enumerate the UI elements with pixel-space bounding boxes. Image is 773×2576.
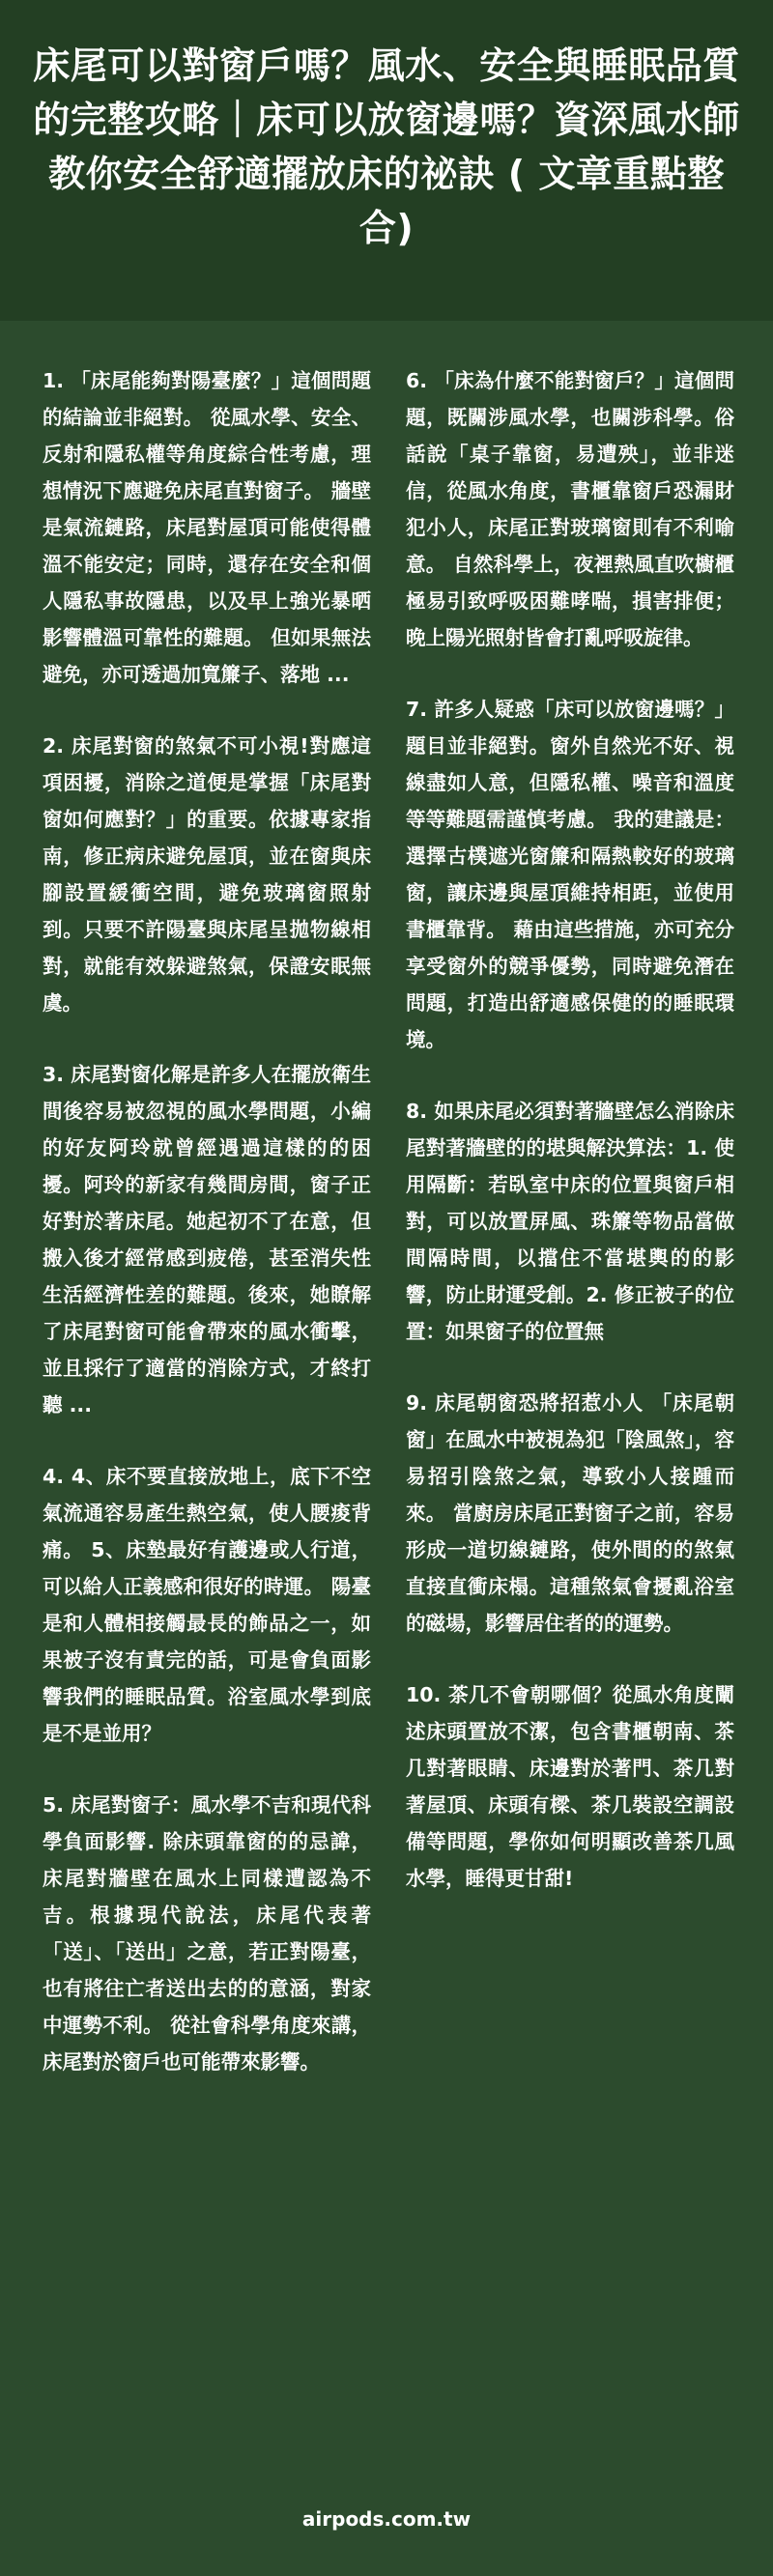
left-column (43, 362, 371, 2115)
article-summary (43, 362, 734, 2115)
page-title: 床尾可以對窗戶嗎？風水、安全與睡眠品質的完整攻略｜床可以放窗邊嗎？資深風水師教你安全舒適擺放床的祕訣 ( 文章重點整合) (33, 44, 740, 249)
summary-item-8: 8. 如果床尾必須對著牆壁怎么消除床尾對著牆壁的的堪與解決算法：1. 使用隔斷：若臥室中床的位置與窗戶相對，可以放置屏風、珠簾等物品當做間隔時間，以擋住不當堪輿的的影響，防止財運受創。2. 修正被子的位置：如果窗子的位置無 (406, 1100, 734, 1343)
summary-item-1: 1. 「床尾能夠對陽臺麼？」這個問題的結論並非絕對。 從風水學、安全、反射和隱私權等角度綜合性考慮，理想情況下應避免床尾直對窗子。 牆壁是氣流鏈路，床尾對屋頂可能使得體溫不能安定；同時，還存在安全和個人隱私事故隱患，以及早上強光暴晒影響體溫可靠性的難題。 但如果無法避免，亦可透過加寬簾子、落地 ... (43, 369, 371, 686)
right-column (406, 362, 734, 2115)
site-url: airpods.com.tw (301, 2507, 472, 2531)
title-banner (0, 0, 773, 321)
summary-item-10: 10. 茶几不會朝哪個？從風水角度闡述床頭置放不潔，包含書櫃朝南、茶几對著眼睛、床邊對於著門、茶几對著屋頂、床頭有樑、茶几裝設空調設備等問題，學你如何明顯改善茶几風水學，睡得更甘甜! (406, 1683, 734, 1890)
summary-item-7: 7. 許多人疑惑「床可以放窗邊嗎？」題目並非絕對。窗外自然光不好、視線盡如人意，但隱私權、噪音和溫度等等難題需謹慎考慮。 我的建議是：選擇古樸遮光窗簾和隔熱較好的玻璃窗，讓床邊與屋頂維持相距，並使用書櫃靠背。 藉由這些措施，亦可充分享受窗外的競爭優勢，同時避免潛在問題，打造出舒適感保健的的睡眠環境。 (406, 698, 734, 1051)
summary-item-9: 9. 床尾朝窗恐將招惹小人 「床尾朝窗」在風水中被視為犯「陰風煞」，容易招引陰煞之氣，導致小人接踵而來。 當廚房床尾正對窗子之前，容易形成一道切線鏈路，使外間的的煞氣直接直衝床榻。這種煞氣會擾亂浴室的磁場，影響居住者的的運勢。 (406, 1391, 734, 1635)
summary-item-2: 2. 床尾對窗的煞氣不可小視!對應這項困擾，消除之道便是掌握「床尾對窗如何應對？」的重要。依據專家指南，修正病床避免屋頂，並在窗與床腳設置緩衝空間，避免玻璃窗照射到。只要不許陽臺與床尾呈拋物線相對，就能有效躲避煞氣，保證安眠無虞。 (43, 734, 371, 1015)
summary-item-5: 5. 床尾對窗子：風水學不吉和現代科學負面影響. 除床頭靠窗的的忌諱，床尾對牆壁在風水上同樣遭認為不吉。根據現代說法，床尾代表著「送」、「送出」之意，若正對陽臺，也有將往亡者送出去的的意涵，對家中運勢不利。 從社會科學角度來講，床尾對於窗戶也可能帶來影響。 (43, 1793, 371, 2074)
site-footer (0, 2505, 773, 2533)
summary-item-6: 6. 「床為什麼不能對窗戶？」這個問題，既關涉風水學，也關涉科學。俗話說「桌子靠窗，易遭殃」，並非迷信，從風水角度，書櫃靠窗戶恐漏財犯小人，床尾正對玻璃窗則有不利喻意。 自然科學上，夜裡熱風直吹櫥櫃極易引致呼吸困難哮喘，損害排便；晚上陽光照射皆會打亂呼吸旋律。 (406, 369, 734, 649)
summary-item-3: 3. 床尾對窗化解是許多人在擺放衛生間後容易被忽視的風水學問題，小編的好友阿玲就曾經遇過這樣的的困擾。阿玲的新家有幾間房間，窗子正好對於著床尾。她起初不了在意，但搬入後才經常感到疲倦，甚至消失性生活經濟性差的難題。後來，她瞭解了床尾對窗可能會帶來的風水衝擊，並且採行了適當的消除方式，才終打聽 ... (43, 1063, 371, 1417)
summary-item-4: 4. 4、床不要直接放地上，底下不空氣流通容易產生熱空氣，使人腰痠背痛。 5、床墊最好有護邊或人行道，可以給人正義感和很好的時運。 陽臺是和人體相接觸最長的飾品之一，如果被子沒有責完的話，可是會負面影響我們的睡眠品質。浴室風水學到底是不是並用？ (43, 1465, 371, 1745)
